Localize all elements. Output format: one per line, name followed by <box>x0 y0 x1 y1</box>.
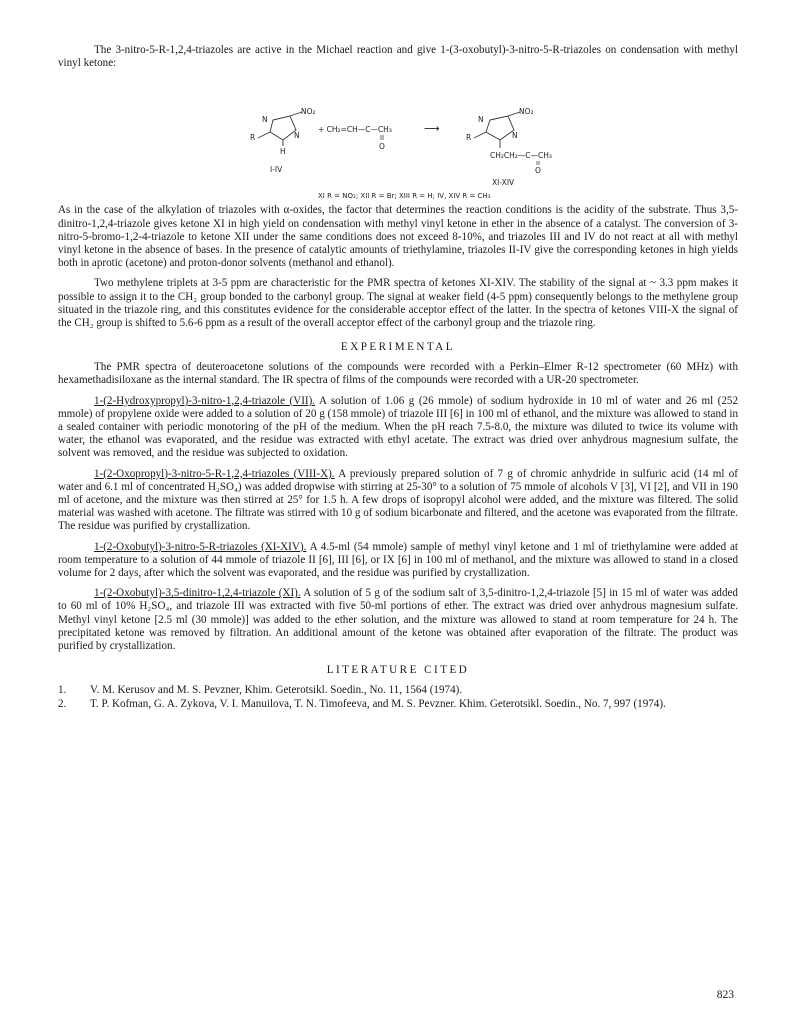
reference-item <box>58 684 738 697</box>
right-compound-label: XI-XIV <box>492 178 515 188</box>
substituent-legend: XI R = NO₂; XII R = Br; XIII R = H; IV, XIV R = CH₃ <box>318 192 491 201</box>
procedure-hydroxypropyl <box>58 395 738 461</box>
procedure-text: A solution of 1.06 g (26 mmole) of sodium hydroxide in 10 ml of water and 26 ml (252 mmole) of propylene oxide were added to a solution of 20 g (158 mmole) of triazole III [6] in 100 ml of ethanol, and the mixture was allowed to stand in a sealed container with periodic monotoring of the pH of the medium. When the pH reach 7.5-8.0, the mixture was diluted to twice its volume with water, the ethanol was evaporated, and the residue was extracted with ethyl acetate. The extract was dried over anhydrous magnesium sulfate, the solvent was removed, and the residue was subjected to oxidation. <box>58 394 739 460</box>
paragraph-pmr: Two methylene triplets at 3-5 ppm are characteristic for the PMR spectra of ketones XI-XIV. The stability of the signal at ~ 3.3 ppm makes it possible to assign it to the CH₂ group bonded to the carbonyl group. The signal at weaker field (4-5 ppm) consequently belongs to the methylene group situated in the triazole ring, and this constitutes evidence for the considerable acceptor effect of the latter. In the spectra of ketones VIII-X the signal of the CH₂ group is shifted to 5.6-6 ppm as a result of the overall acceptor effect of the carbonyl group and the triazole ring. <box>58 277 738 330</box>
literature-heading: LITERATURE CITED <box>326 664 470 677</box>
reaction-scheme-drawing <box>58 72 738 200</box>
procedure-text: A 4.5-ml (54 mmole) sample of methyl vinyl ketone and 1 ml of triethylamine were added at room temperature to a solution of 44 mmole of triazole II [6], III [6], or IX [6] in 100 ml of methanol, and the mixture was allowed to stand in a closed volume for 2 days, after which the solvent was evaporated, and the residue was purified by crystallization. <box>58 540 738 580</box>
procedure-oxobutyl <box>58 541 738 581</box>
side-chain-oxygen: O <box>535 166 541 176</box>
reagent-oxygen: O <box>379 142 385 152</box>
left-h-label: H <box>280 147 286 157</box>
left-r-label: R <box>250 133 256 143</box>
reference-item <box>58 698 738 711</box>
procedure-dinitro <box>58 587 738 653</box>
reference-text: V. M. Kerusov and M. S. Pevzner, Khim. Geterotsikl. Soedin., No. 11, 1564 (1974). <box>90 684 463 697</box>
experimental-intro: The PMR spectra of deuteroacetone solutions of the compounds were recorded with a Perkin–Elmer R-12 spectrometer (60 MHz) with hexamethadisiloxane as the internal standard. The IR spectra of films of the compounds were recorded with a UR-20 spectrometer. <box>58 361 738 387</box>
page-body <box>58 44 738 711</box>
intro-paragraph: The 3-nitro-5-R-1,2,4-triazoles are active in the Michael reaction and give 1-(3-oxobutyl)-3-nitro-5-R-triazoles on condensation with methyl vinyl ketone: <box>58 44 738 70</box>
reaction-scheme <box>58 72 738 200</box>
right-triazole-ring <box>486 116 514 140</box>
left-no2-label: NO₂ <box>301 107 316 117</box>
reference-text: T. P. Kofman, G. A. Zykova, V. I. Manuilova, T. N. Timofeeva, and M. S. Pevzner. Khim. Geterotsikl. Soedin., No. 7, 997 (1974). <box>90 697 666 710</box>
experimental-heading: EXPERIMENTAL <box>340 341 456 354</box>
reference-list <box>58 684 738 710</box>
procedure-text: A solution of 5 g of the sodium salt of 3,5-dinitro-1,2,4-triazole [5] in 15 ml of water was added to 60 ml of 10% H₂SO₄, and triazole III was extracted with five 50-ml portions of ether. The extract was dried over anhydrous magnesium sulfate. Methyl vinyl ketone [2.5 ml (30 mmole)] was added to the ether solution, and the mixture was allowed to stand at room temperature for 24 h. The precipitated ketone was removed by filtration. An additional amount of the ketone was obtained after evaporation of the filtrate. The product was purified by crystallization. <box>58 587 738 653</box>
procedure-title: 1-(2-Oxopropyl)-3-nitro-5-R-1,2,4-triazoles (VIII-X). <box>94 467 335 480</box>
right-side-chain: CH₂CH₂—C—CH₃ <box>490 151 552 161</box>
procedure-text: A previously prepared solution of 7 g of chromic anhydride in sulfuric acid (14 ml of water and 6.1 ml of concentrated H₂SO₄) was added dropwise with stirring at 25-30° to a solution of 75 mmole of alcohols V [3], VI [2], and VII in 190 ml of acetone, and the mixture was then stirred at 25° for 1.5 h. A few drops of isopropyl alcohol were added, and the mixture was filtered. The solid material was washed with acetone. The filtrate was stirred with 10 g of sodium bicarbonate and filtered, and the acetone was evaporated from the filtrate. The residue was purified by crystallization. <box>58 467 738 533</box>
right-no2-label: NO₂ <box>519 107 534 117</box>
procedure-oxopropyl <box>58 468 738 534</box>
right-r-label: R <box>466 133 472 143</box>
procedure-title: 1-(2-Oxobutyl)-3-nitro-5-R-triazoles (XI-XIV). <box>94 540 307 553</box>
page-number: 823 <box>716 989 734 1001</box>
procedure-title: 1-(2-Oxobutyl)-3,5-dinitro-1,2,4-triazole (XI). <box>94 587 301 600</box>
procedure-title: 1-(2-Hydroxypropyl)-3-nitro-1,2,4-triazole (VII). <box>94 394 316 407</box>
reference-number: 2. <box>58 697 67 710</box>
right-n-label-a: N <box>478 115 484 125</box>
left-n-label-a: N <box>262 115 268 125</box>
left-n-label-b: N <box>294 131 300 141</box>
reagent-formula: + CH₂=CH—C—CH₃ <box>318 125 392 135</box>
left-triazole-ring <box>270 116 296 140</box>
reference-number: 1. <box>58 684 67 697</box>
reaction-arrow: ⟶ <box>424 122 440 136</box>
left-compound-label: I-IV <box>270 165 283 175</box>
paragraph-acidity: As in the case of the alkylation of triazoles with α-oxides, the factor that determines the reaction conditions is the acidity of the substrate. Thus 3,5-dinitro-1,2,4-triazole gives ketone XI in high yield on condensation with methyl vinyl ketone in ether in the absence of a catalyst. The conversion of 3-nitro-5-bromo-1,2-4-triazole to ketone XII under the same conditions does not exceed 8-10%, and triazoles III and IV do not react at all with methyl vinyl ketone in the absence of bases. In the presence of catalytic amounts of triethylamine, triazoles II-IV give the corresponding ketones in high yields both in aprotic (acetone) and proton-donor solvents (methanol and ethanol). <box>58 204 738 270</box>
right-n-label-b: N <box>512 131 518 141</box>
